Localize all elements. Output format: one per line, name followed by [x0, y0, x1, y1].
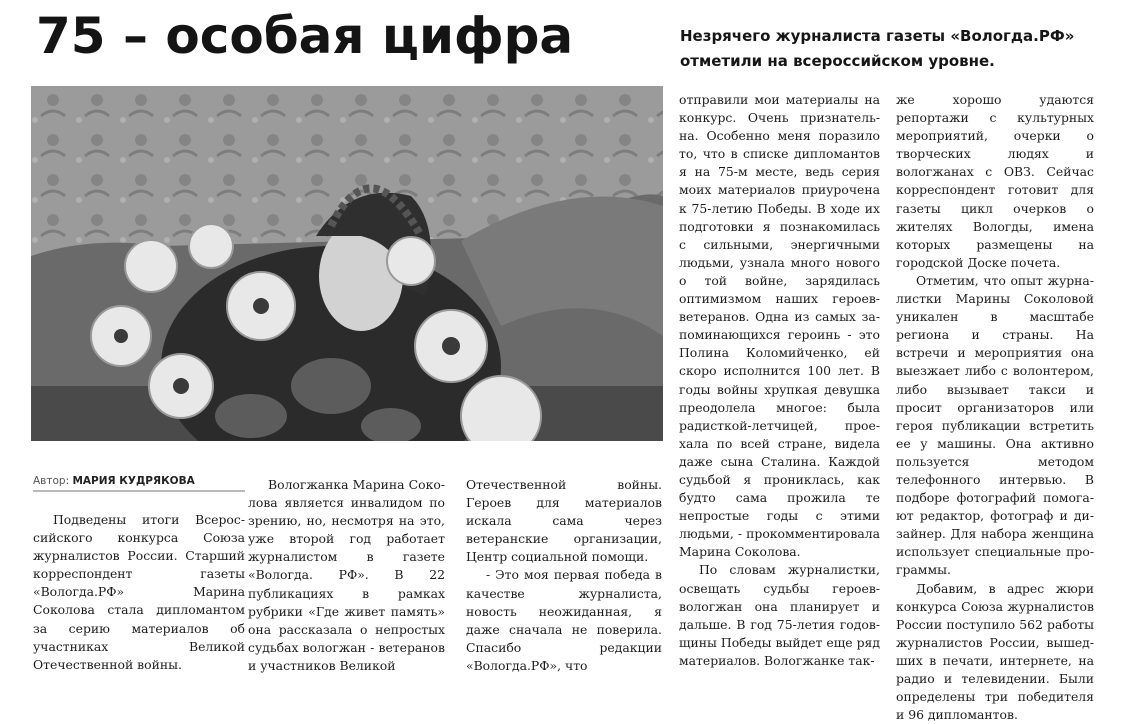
paragraph: Отечественной войны. Героев для материалов искала сама через ветеранские организации, Центр социальной помощи.	[466, 477, 662, 565]
paragraph: отправили мои материалы на конкурс. Очень признательна. Особенно меня поразило то, что в списке дипломантов я на 75-м месте, ведь серия моих материалов приурочена к 75-летию Победы. В ходе их подготовки я познакомилась с сильными, энергичными людьми, узнала много нового о той войне, зарядилась оптимизмом наших героев-ветеранов. Одна из самых запоминающихся героинь - это Полина Коломийченко, ей скоро исполнится 100 лет. В годы войны хрупкая девушка преодолела многое: была радисткой-летчицей, проехала по всей стране, видела даже сына Сталина. Каждой судьбой я прониклась, как будто сама прожила те непростые годы с этими людьми, - прокомментировала Марина Соколова.	[679, 92, 880, 560]
headline: 75 – особая цифра	[36, 7, 574, 65]
article-column-1	[33, 511, 245, 674]
article-photo	[31, 86, 663, 441]
article-column-3	[466, 476, 662, 675]
byline-author: МАРИЯ КУДРЯКОВА	[72, 475, 195, 487]
paragraph: же хорошо удаются репортажи с культурных мероприятий, очерки о творческих людях и вологжанах с ОВЗ. Сейчас корреспондент готовит для газеты цикл очерков о жителях Вологды, имена которых размещены на городской Доске почета.	[896, 92, 1094, 270]
paragraph: - Это моя первая победа в качестве журналиста, новость неожиданная, я даже сначала не поверила. Спасибо редакции «Вологда.РФ», что	[466, 567, 662, 673]
subheading: Незрячего журналиста газеты «Вологда.РФ» отметили на всероссийском уровне.	[680, 27, 1075, 70]
byline	[33, 475, 245, 492]
article-column-2	[248, 476, 445, 675]
paragraph: Отметим, что опыт журналистки Марины Соколовой уникален в масштабе региона и страны. На встречи и мероприятия она выезжает либо с волонтером, либо вызывает такси и просит организаторов или героя публикации встретить ее у машины. Она активно пользуется методом телефонного интервью. В подборе фотографий помогают редактор, фотограф и дизайнер. Для набора женщина использует специальные программы.	[896, 272, 1094, 578]
byline-label: Автор:	[33, 475, 70, 487]
article-column-4	[679, 91, 880, 670]
paragraph: Вологжанка Марина Соколова является инвалидом по зрению, но, несмотря на это, уже второй год работает журналистом в газете «Вологда. РФ». В 22 публикациях в рамках рубрики «Где живет память» она рассказала о непростых судьбах вологжан - ветеранов и участников Великой	[248, 477, 445, 673]
paragraph: Подведены итоги Всероссийского конкурса Союза журналистов России. Старший корреспондент газеты «Вологда.РФ» Марина Соколова стала дипломантом за серию материалов об участниках Великой Отечественной войны.	[33, 512, 245, 672]
photo-woman-with-flowers-icon	[31, 86, 663, 441]
paragraph: По словам журналистки, освещать судьбы героев-вологжан она планирует и дальше. В год 75-летия годовщины Победы выйдет еще ряд материалов. Вологжанке так-	[679, 562, 880, 668]
article-column-5	[896, 91, 1094, 724]
paragraph: Добавим, в адрес жюри конкурса Союза журналистов России поступило 562 работы журналистов России, вышедших в печати, интернете, на радио и телевидении. Были определены три победителя и 96 дипломантов.	[896, 580, 1094, 723]
